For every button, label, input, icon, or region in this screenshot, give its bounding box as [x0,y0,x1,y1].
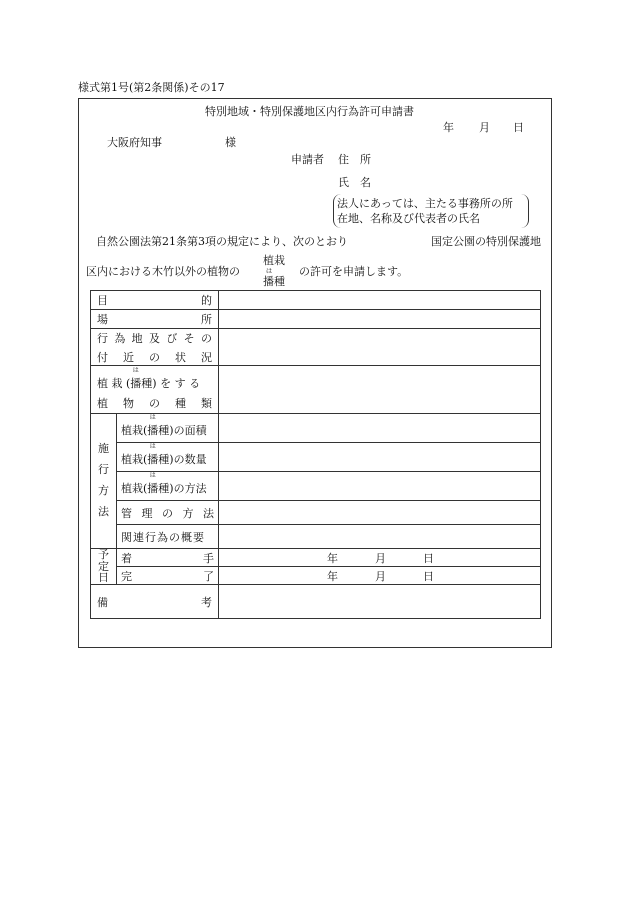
form-title: 特別地域・特別保護地区内行為許可申請書 [205,105,414,118]
place-label [91,310,219,329]
applicant-label: 申請者 [291,153,324,166]
remarks-char: 考 [201,595,212,609]
row-remarks [91,585,541,619]
finish-year: 年 [327,569,338,583]
plant-char: 植 [97,396,108,410]
plant-char: 物 [123,396,134,410]
plant-char: 種 [175,396,186,410]
method-text: 種)の数量 [158,453,207,466]
choice-ruby: は [266,268,273,275]
related-value[interactable] [219,525,541,549]
method-text: 播 [147,424,159,437]
schedule-char: 定 [98,559,109,573]
row-site [91,329,541,366]
body-line2-right: の許可を申請します。 [299,265,409,278]
site-char: そ [183,331,195,345]
place-char: 場 [97,313,108,326]
schedule-group-label [91,549,117,585]
corporate-note-line1: 法人にあっては、主たる事務所の所 [337,197,513,210]
method-text: 植栽( [121,453,148,466]
site-char: の [200,331,212,345]
plant-char: 類 [201,396,212,410]
finish-char: 完 [121,569,132,583]
purpose-char: 目 [97,294,108,307]
place-value[interactable] [219,310,541,329]
place-char: 所 [201,313,212,326]
method-count-label [117,443,219,472]
start-label [117,549,219,567]
plant-text: 種) を す る [141,376,201,390]
name-label: 氏 名 [338,176,371,189]
start-month: 月 [375,551,386,565]
row-start [91,549,541,567]
method-char: 行 [98,463,109,477]
body-line1-right: 国定公園の特別保護地 [431,235,541,248]
body-line1-left: 自然公園法第21条第3項の規定により、次のとおり [96,235,348,248]
method-char: 法 [98,504,109,518]
site-char: 近 [123,350,134,364]
start-date[interactable] [219,549,541,567]
site-label [91,329,219,366]
date-month: 月 [479,121,490,134]
manage-char: 方 [182,506,194,520]
method-text: 播 [147,453,159,466]
method-text: 播 [147,482,159,495]
manage-label [117,501,219,525]
method-way-label [117,472,219,501]
site-char: の [149,350,160,364]
ruby-base [147,414,159,438]
row-method-way [91,472,541,501]
choice-top: 植栽 [263,254,285,267]
method-char: 施 [98,442,109,456]
row-purpose [91,291,541,310]
finish-day: 日 [423,569,434,583]
row-finish [91,567,541,585]
method-text: 種)の面積 [158,424,207,437]
plant-text: 植 栽 ( [97,376,131,390]
site-char: 及 [148,331,160,345]
manage-char: 管 [121,506,132,520]
choice-bottom: 播種 [263,275,285,288]
purpose-char: 的 [201,294,212,307]
site-char: 行 [97,331,108,345]
row-plant [91,366,541,414]
site-char: 地 [131,331,143,345]
method-text: 種)の方法 [158,482,207,495]
row-manage [91,501,541,525]
related-label: 関連行為の概要 [117,525,219,549]
date-day: 日 [513,121,524,134]
finish-char: 了 [203,569,214,583]
site-char: 状 [175,350,186,364]
ruby: は [149,443,156,450]
plant-ruby: は [132,366,139,374]
start-char: 手 [203,551,214,565]
purpose-value[interactable] [219,291,541,310]
method-area-value[interactable] [219,414,541,443]
plant-text: 播 [130,376,142,390]
method-char: 方 [98,484,109,497]
remarks-label [91,585,219,619]
method-text: 植栽( [121,482,148,495]
row-method-count [91,443,541,472]
plant-char: の [149,396,160,410]
remarks-value[interactable] [219,585,541,619]
finish-month: 月 [375,569,386,583]
method-group-label [91,414,117,549]
plant-label [91,366,219,414]
remarks-char: 備 [97,595,108,609]
site-char: び [166,331,178,345]
site-char: 付 [97,350,108,364]
site-char: 為 [114,331,126,345]
plant-ruby-base [130,366,142,391]
manage-value[interactable] [219,501,541,525]
site-char: 況 [201,350,212,364]
form-number: 様式第1号(第2条関係)その17 [78,81,225,94]
corporate-note-line2: 在地、名称及び代表者の氏名 [337,212,480,225]
body-line2-left: 区内における木竹以外の植物の [86,265,240,278]
ruby: は [149,414,156,421]
method-area-label [117,414,219,443]
finish-label [117,567,219,585]
manage-char: の [162,506,173,520]
addressee: 大阪府知事 [107,136,162,149]
row-related [91,525,541,549]
finish-date[interactable] [219,567,541,585]
row-method-area [91,414,541,443]
method-text: 植栽( [121,424,148,437]
purpose-label [91,291,219,310]
manage-char: 理 [141,506,153,520]
ruby-base [147,472,159,496]
start-char: 着 [121,551,132,565]
application-table [90,290,541,619]
ruby: は [149,472,156,479]
plant-value[interactable] [219,366,541,414]
ruby-base [147,443,159,467]
date-year: 年 [443,121,454,134]
honorific: 様 [225,136,236,149]
schedule-char: 予 [98,548,109,562]
schedule-char: 日 [98,571,109,585]
address-label: 住 所 [338,153,371,166]
start-day: 日 [423,551,434,565]
site-value[interactable] [219,329,541,366]
start-year: 年 [327,551,338,565]
row-place [91,310,541,329]
method-count-value[interactable] [219,443,541,472]
method-way-value[interactable] [219,472,541,501]
manage-char: 法 [203,506,214,520]
